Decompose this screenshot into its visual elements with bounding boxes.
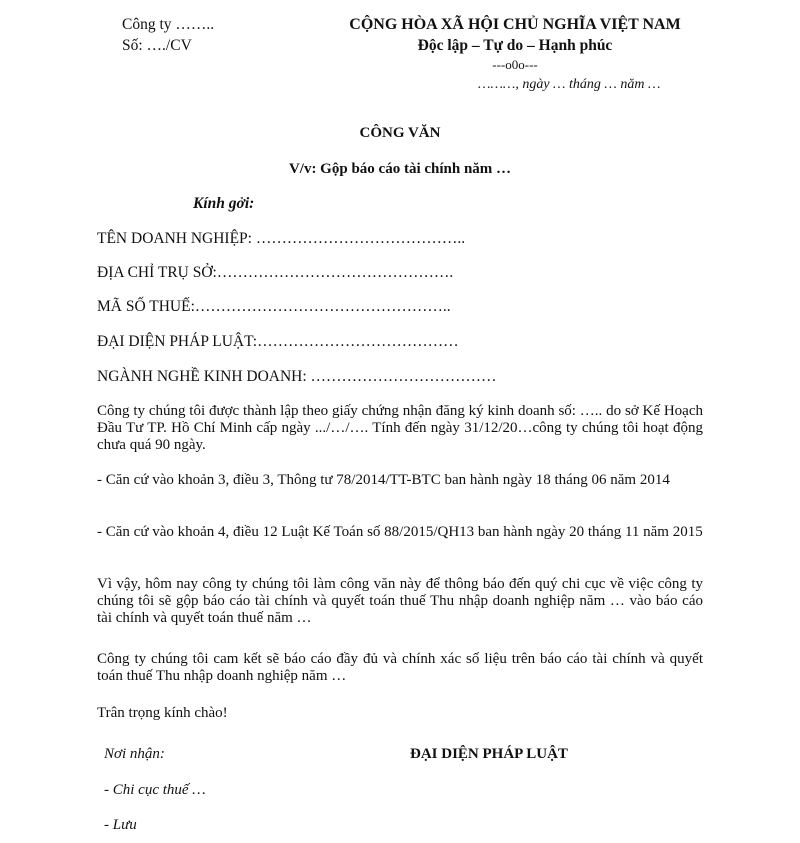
- date-line: ………, ngày … tháng … năm …: [478, 77, 661, 92]
- field-tax-code: MÃ SỐ THUẾ:…………………………………………..: [97, 298, 451, 315]
- paragraph-basis-circular: - Căn cứ vào khoản 3, điều 3, Thông tư 78/2014/TT-BTC ban hành ngày 18 tháng 06 năm 2014: [97, 472, 670, 488]
- paragraph-basis-law: - Căn cứ vào khoản 4, điều 12 Luật Kế Toán số 88/2015/QH13 ban hành ngày 20 tháng 11 năm 2015: [97, 524, 703, 540]
- field-company-name: TÊN DOANH NGHIỆP: …………………………………..: [97, 230, 466, 247]
- field-business-line: NGÀNH NGHỀ KINH DOANH: ………………………………: [97, 368, 497, 385]
- field-legal-representative: ĐẠI DIỆN PHÁP LUẬT:…………………………………: [97, 333, 459, 350]
- subject-line: V/v: Gộp báo cáo tài chính năm …: [288, 161, 512, 177]
- recipients-label: Nơi nhận:: [104, 746, 165, 762]
- signature-title: ĐẠI DIỆN PHÁP LUẬT: [410, 746, 568, 762]
- paragraph-commitment: Công ty chúng tôi cam kết sẽ báo cáo đầy đủ và chính xác số liệu trên báo cáo tài chính và quyết toán thuế Thu nhập doanh nghiệp năm …: [97, 651, 703, 684]
- national-motto: Độc lập – Tự do – Hạnh phúc: [417, 37, 613, 54]
- greeting: Kính gởi:: [193, 195, 255, 212]
- paragraph-establishment: Công ty chúng tôi được thành lập theo giấy chứng nhận đăng ký kinh doanh số: ….. do sở Kế Hoạch Đầu Tư TP. Hồ Chí Minh cấp ngày .../…/…. Tính đến ngày 31/12/20…công ty chúng tôi hoạt động chưa quá 90 ngày.: [97, 403, 703, 453]
- company-name: Công ty ……..: [122, 16, 215, 33]
- field-head-office: ĐỊA CHỈ TRỤ SỞ:……………………………………….: [97, 264, 454, 281]
- document-number: Số: …./CV: [122, 37, 192, 54]
- country-name: CỘNG HÒA XÃ HỘI CHỦ NGHĨA VIỆT NAM: [349, 16, 681, 33]
- closing-line: Trân trọng kính chào!: [97, 705, 228, 721]
- recipient-tax-office: - Chi cục thuế …: [104, 782, 206, 798]
- page-title: CÔNG VĂN: [359, 125, 441, 141]
- paragraph-notice: Vì vậy, hôm nay công ty chúng tôi làm công văn này để thông báo đến quý chi cục về việc công ty chúng tôi sẽ gộp báo cáo tài chính và quyết toán thuế Thu nhập doanh nghiệp năm … vào báo cáo tài chính và quyết toán thuế năm …: [97, 576, 703, 626]
- recipient-archive: - Lưu: [104, 817, 137, 833]
- header-separator: ---o0o---: [492, 57, 538, 72]
